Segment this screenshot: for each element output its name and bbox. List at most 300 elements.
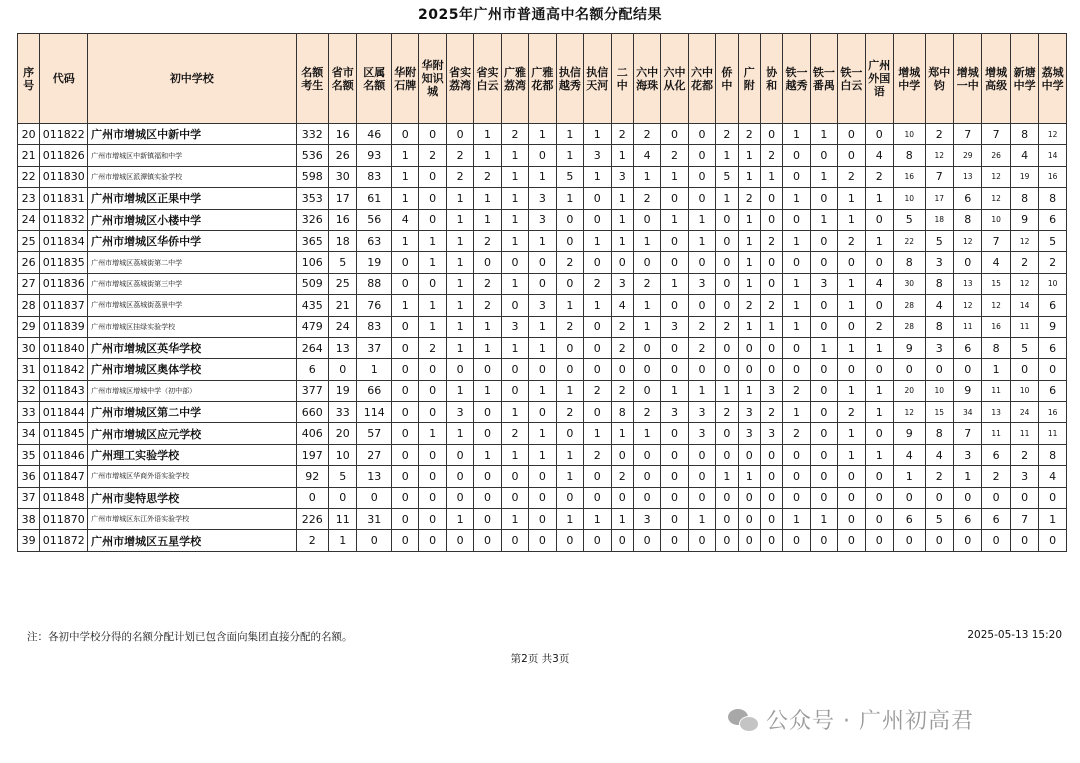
value-cell: 0 bbox=[716, 230, 738, 251]
value-cell: 0 bbox=[716, 295, 738, 316]
value-cell: 1 bbox=[501, 509, 528, 530]
value-cell: 1 bbox=[584, 124, 611, 145]
column-header: 铁一越秀 bbox=[783, 34, 810, 124]
value-cell: 1 bbox=[661, 166, 688, 187]
value-cell: 12 bbox=[925, 145, 953, 166]
value-cell: 0 bbox=[760, 252, 782, 273]
value-cell: 2 bbox=[474, 273, 501, 294]
value-cell: 0 bbox=[556, 530, 583, 551]
value-cell: 12 bbox=[953, 295, 981, 316]
value-cell: 0 bbox=[1039, 530, 1067, 551]
value-cell: 0 bbox=[688, 188, 715, 209]
row-number-cell: 34 bbox=[18, 423, 40, 444]
value-cell: 0 bbox=[633, 530, 660, 551]
column-header: 铁一番禺 bbox=[810, 34, 837, 124]
value-cell: 0 bbox=[661, 487, 688, 508]
value-cell: 1 bbox=[584, 230, 611, 251]
value-cell: 8 bbox=[1010, 124, 1038, 145]
school-name-cell: 广州市增城区挂绿实验学校 bbox=[88, 316, 296, 337]
value-cell: 0 bbox=[783, 166, 810, 187]
value-cell: 11 bbox=[1039, 423, 1067, 444]
value-cell: 4 bbox=[1039, 466, 1067, 487]
table-row bbox=[18, 530, 1067, 551]
value-cell: 2 bbox=[738, 124, 760, 145]
value-cell: 0 bbox=[953, 487, 981, 508]
value-cell: 377 bbox=[296, 380, 329, 401]
value-cell: 2 bbox=[474, 230, 501, 251]
value-cell: 5 bbox=[329, 252, 357, 273]
value-cell: 7 bbox=[1010, 509, 1038, 530]
value-cell: 13 bbox=[982, 402, 1010, 423]
value-cell: 3 bbox=[738, 423, 760, 444]
school-code-cell: 011839 bbox=[40, 316, 88, 337]
value-cell: 2 bbox=[419, 337, 446, 358]
value-cell: 1 bbox=[661, 273, 688, 294]
value-cell: 0 bbox=[633, 466, 660, 487]
value-cell: 10 bbox=[329, 444, 357, 465]
value-cell: 7 bbox=[925, 166, 953, 187]
value-cell: 2 bbox=[1039, 252, 1067, 273]
value-cell: 0 bbox=[661, 509, 688, 530]
value-cell: 0 bbox=[783, 337, 810, 358]
value-cell: 2 bbox=[760, 295, 782, 316]
value-cell: 4 bbox=[865, 145, 893, 166]
value-cell: 0 bbox=[865, 209, 893, 230]
value-cell: 1 bbox=[738, 273, 760, 294]
timestamp: 2025-05-13 15:20 bbox=[967, 629, 1062, 641]
school-name-cell: 广州市增城区荔城街荔景中学 bbox=[88, 295, 296, 316]
school-code-cell: 011831 bbox=[40, 188, 88, 209]
value-cell: 1 bbox=[688, 509, 715, 530]
value-cell: 5 bbox=[894, 209, 926, 230]
value-cell: 12 bbox=[1010, 273, 1038, 294]
value-cell: 0 bbox=[838, 359, 865, 380]
value-cell: 660 bbox=[296, 402, 329, 423]
value-cell: 435 bbox=[296, 295, 329, 316]
value-cell: 0 bbox=[392, 444, 419, 465]
value-cell: 0 bbox=[688, 359, 715, 380]
school-name-cell: 广州市增城区增城中学（初中部） bbox=[88, 380, 296, 401]
value-cell: 1 bbox=[838, 209, 865, 230]
value-cell: 28 bbox=[894, 316, 926, 337]
value-cell: 0 bbox=[419, 209, 446, 230]
value-cell: 2 bbox=[738, 188, 760, 209]
value-cell: 15 bbox=[925, 402, 953, 423]
table-row bbox=[18, 230, 1067, 251]
value-cell: 7 bbox=[953, 423, 981, 444]
value-cell: 3 bbox=[688, 423, 715, 444]
value-cell: 2 bbox=[474, 166, 501, 187]
value-cell: 3 bbox=[529, 188, 556, 209]
value-cell: 1 bbox=[501, 230, 528, 251]
value-cell: 0 bbox=[865, 124, 893, 145]
value-cell: 0 bbox=[688, 530, 715, 551]
school-code-cell: 011840 bbox=[40, 337, 88, 358]
value-cell: 6 bbox=[953, 188, 981, 209]
header-row bbox=[18, 34, 1067, 124]
row-number-cell: 29 bbox=[18, 316, 40, 337]
row-number-cell: 37 bbox=[18, 487, 40, 508]
value-cell: 0 bbox=[419, 188, 446, 209]
value-cell: 2 bbox=[446, 166, 473, 187]
value-cell: 1 bbox=[392, 188, 419, 209]
value-cell: 12 bbox=[982, 295, 1010, 316]
value-cell: 0 bbox=[838, 466, 865, 487]
value-cell: 1 bbox=[392, 145, 419, 166]
value-cell: 20 bbox=[894, 380, 926, 401]
column-header: 二中 bbox=[611, 34, 633, 124]
value-cell: 0 bbox=[556, 359, 583, 380]
value-cell: 0 bbox=[810, 316, 837, 337]
value-cell: 0 bbox=[688, 252, 715, 273]
value-cell: 0 bbox=[982, 530, 1010, 551]
value-cell: 0 bbox=[1039, 359, 1067, 380]
value-cell: 0 bbox=[953, 530, 981, 551]
column-header: 广附 bbox=[738, 34, 760, 124]
value-cell: 2 bbox=[1010, 252, 1038, 273]
value-cell: 3 bbox=[633, 509, 660, 530]
value-cell: 0 bbox=[760, 124, 782, 145]
value-cell: 1 bbox=[738, 380, 760, 401]
value-cell: 0 bbox=[556, 487, 583, 508]
value-cell: 1 bbox=[501, 209, 528, 230]
value-cell: 0 bbox=[419, 509, 446, 530]
watermark bbox=[728, 704, 974, 735]
value-cell: 2 bbox=[584, 380, 611, 401]
value-cell: 0 bbox=[474, 359, 501, 380]
column-header: 执信天河 bbox=[584, 34, 611, 124]
school-name-cell: 广州市增城区东江外语实验学校 bbox=[88, 509, 296, 530]
value-cell: 0 bbox=[661, 444, 688, 465]
value-cell: 27 bbox=[357, 444, 392, 465]
value-cell: 1 bbox=[474, 380, 501, 401]
value-cell: 1 bbox=[392, 166, 419, 187]
value-cell: 1 bbox=[474, 145, 501, 166]
value-cell: 0 bbox=[392, 337, 419, 358]
row-number-cell: 35 bbox=[18, 444, 40, 465]
value-cell: 2 bbox=[865, 316, 893, 337]
value-cell: 0 bbox=[584, 316, 611, 337]
value-cell: 0 bbox=[738, 359, 760, 380]
value-cell: 12 bbox=[982, 188, 1010, 209]
value-cell: 1 bbox=[501, 188, 528, 209]
value-cell: 0 bbox=[716, 487, 738, 508]
value-cell: 5 bbox=[925, 230, 953, 251]
value-cell: 0 bbox=[529, 145, 556, 166]
value-cell: 8 bbox=[1010, 188, 1038, 209]
value-cell: 0 bbox=[419, 530, 446, 551]
row-number-cell: 28 bbox=[18, 295, 40, 316]
value-cell: 0 bbox=[556, 273, 583, 294]
value-cell: 0 bbox=[810, 380, 837, 401]
value-cell: 0 bbox=[760, 530, 782, 551]
school-name-cell: 广州市增城区应元学校 bbox=[88, 423, 296, 444]
value-cell: 1 bbox=[760, 316, 782, 337]
value-cell: 0 bbox=[738, 509, 760, 530]
value-cell: 12 bbox=[982, 166, 1010, 187]
value-cell: 1 bbox=[446, 423, 473, 444]
table-body bbox=[18, 124, 1067, 552]
value-cell: 0 bbox=[419, 466, 446, 487]
value-cell: 1 bbox=[688, 380, 715, 401]
value-cell: 0 bbox=[783, 145, 810, 166]
value-cell: 0 bbox=[501, 466, 528, 487]
value-cell: 1 bbox=[556, 295, 583, 316]
value-cell: 1 bbox=[556, 188, 583, 209]
value-cell: 1 bbox=[556, 145, 583, 166]
value-cell: 16 bbox=[1039, 166, 1067, 187]
table-row bbox=[18, 145, 1067, 166]
row-number-cell: 26 bbox=[18, 252, 40, 273]
value-cell: 0 bbox=[611, 359, 633, 380]
value-cell: 15 bbox=[982, 273, 1010, 294]
value-cell: 0 bbox=[474, 402, 501, 423]
value-cell: 63 bbox=[357, 230, 392, 251]
value-cell: 0 bbox=[661, 337, 688, 358]
value-cell: 0 bbox=[716, 252, 738, 273]
value-cell: 0 bbox=[810, 487, 837, 508]
value-cell: 0 bbox=[633, 359, 660, 380]
value-cell: 2 bbox=[611, 466, 633, 487]
column-header: 省市名额 bbox=[329, 34, 357, 124]
value-cell: 3 bbox=[529, 295, 556, 316]
column-header: 区属名额 bbox=[357, 34, 392, 124]
column-header: 华附知识城 bbox=[419, 34, 446, 124]
column-header: 代码 bbox=[40, 34, 88, 124]
value-cell: 1 bbox=[894, 466, 926, 487]
row-number-cell: 23 bbox=[18, 188, 40, 209]
column-header: 增城中学 bbox=[894, 34, 926, 124]
value-cell: 406 bbox=[296, 423, 329, 444]
value-cell: 0 bbox=[865, 423, 893, 444]
value-cell: 0 bbox=[633, 252, 660, 273]
value-cell: 1 bbox=[783, 509, 810, 530]
value-cell: 1 bbox=[584, 166, 611, 187]
school-code-cell: 011847 bbox=[40, 466, 88, 487]
value-cell: 0 bbox=[584, 530, 611, 551]
value-cell: 0 bbox=[392, 487, 419, 508]
value-cell: 9 bbox=[1010, 209, 1038, 230]
value-cell: 0 bbox=[838, 530, 865, 551]
school-code-cell: 011872 bbox=[40, 530, 88, 551]
value-cell: 9 bbox=[894, 423, 926, 444]
value-cell: 0 bbox=[810, 402, 837, 423]
value-cell: 0 bbox=[529, 359, 556, 380]
value-cell: 0 bbox=[474, 487, 501, 508]
column-header: 华附石牌 bbox=[392, 34, 419, 124]
value-cell: 11 bbox=[982, 380, 1010, 401]
column-header: 序号 bbox=[18, 34, 40, 124]
value-cell: 20 bbox=[329, 423, 357, 444]
value-cell: 0 bbox=[529, 273, 556, 294]
school-name-cell: 广州市增城区荔城街第三中学 bbox=[88, 273, 296, 294]
value-cell: 1 bbox=[953, 466, 981, 487]
column-header: 广州外国语 bbox=[865, 34, 893, 124]
value-cell: 2 bbox=[783, 380, 810, 401]
value-cell: 1 bbox=[688, 209, 715, 230]
value-cell: 1 bbox=[611, 423, 633, 444]
value-cell: 0 bbox=[392, 273, 419, 294]
value-cell: 16 bbox=[982, 316, 1010, 337]
column-header: 六中海珠 bbox=[633, 34, 660, 124]
value-cell: 1 bbox=[529, 380, 556, 401]
value-cell: 0 bbox=[810, 252, 837, 273]
value-cell: 14 bbox=[1010, 295, 1038, 316]
value-cell: 3 bbox=[688, 402, 715, 423]
value-cell: 1 bbox=[810, 337, 837, 358]
value-cell: 0 bbox=[1010, 359, 1038, 380]
column-header: 六中花都 bbox=[688, 34, 715, 124]
value-cell: 0 bbox=[925, 359, 953, 380]
value-cell: 19 bbox=[329, 380, 357, 401]
school-code-cell: 011826 bbox=[40, 145, 88, 166]
value-cell: 0 bbox=[865, 359, 893, 380]
value-cell: 0 bbox=[953, 359, 981, 380]
value-cell: 0 bbox=[838, 509, 865, 530]
value-cell: 0 bbox=[661, 423, 688, 444]
value-cell: 226 bbox=[296, 509, 329, 530]
school-code-cell: 011822 bbox=[40, 124, 88, 145]
value-cell: 0 bbox=[760, 359, 782, 380]
column-header: 执信越秀 bbox=[556, 34, 583, 124]
value-cell: 0 bbox=[419, 273, 446, 294]
value-cell: 1 bbox=[783, 124, 810, 145]
value-cell: 2 bbox=[584, 273, 611, 294]
value-cell: 28 bbox=[894, 295, 926, 316]
value-cell: 0 bbox=[688, 145, 715, 166]
table-row bbox=[18, 509, 1067, 530]
value-cell: 0 bbox=[894, 487, 926, 508]
value-cell: 1 bbox=[446, 509, 473, 530]
value-cell: 5 bbox=[329, 466, 357, 487]
value-cell: 0 bbox=[392, 380, 419, 401]
value-cell: 1 bbox=[529, 124, 556, 145]
value-cell: 11 bbox=[1010, 316, 1038, 337]
value-cell: 0 bbox=[810, 188, 837, 209]
table-row bbox=[18, 273, 1067, 294]
column-header: 省实荔湾 bbox=[446, 34, 473, 124]
row-number-cell: 30 bbox=[18, 337, 40, 358]
value-cell: 536 bbox=[296, 145, 329, 166]
value-cell: 0 bbox=[783, 359, 810, 380]
value-cell: 0 bbox=[838, 487, 865, 508]
value-cell: 1 bbox=[446, 337, 473, 358]
value-cell: 31 bbox=[357, 509, 392, 530]
value-cell: 0 bbox=[760, 444, 782, 465]
value-cell: 3 bbox=[501, 316, 528, 337]
table-row bbox=[18, 337, 1067, 358]
value-cell: 1 bbox=[419, 230, 446, 251]
value-cell: 1 bbox=[810, 166, 837, 187]
value-cell: 3 bbox=[925, 252, 953, 273]
value-cell: 0 bbox=[661, 466, 688, 487]
row-number-cell: 39 bbox=[18, 530, 40, 551]
value-cell: 0 bbox=[501, 359, 528, 380]
row-number-cell: 25 bbox=[18, 230, 40, 251]
value-cell: 6 bbox=[982, 444, 1010, 465]
row-number-cell: 20 bbox=[18, 124, 40, 145]
value-cell: 0 bbox=[760, 188, 782, 209]
value-cell: 0 bbox=[419, 444, 446, 465]
watermark-text: 公众号 · 广州初高君 bbox=[766, 709, 974, 734]
value-cell: 1 bbox=[584, 509, 611, 530]
table-row bbox=[18, 380, 1067, 401]
value-cell: 1 bbox=[611, 230, 633, 251]
value-cell: 0 bbox=[474, 252, 501, 273]
value-cell: 0 bbox=[529, 509, 556, 530]
value-cell: 0 bbox=[810, 295, 837, 316]
school-name-cell: 广州市增城区奥体学校 bbox=[88, 359, 296, 380]
value-cell: 3 bbox=[611, 166, 633, 187]
value-cell: 1 bbox=[688, 230, 715, 251]
value-cell: 0 bbox=[446, 487, 473, 508]
table-row bbox=[18, 316, 1067, 337]
table-row bbox=[18, 466, 1067, 487]
value-cell: 21 bbox=[329, 295, 357, 316]
value-cell: 3 bbox=[584, 145, 611, 166]
value-cell: 25 bbox=[329, 273, 357, 294]
value-cell: 106 bbox=[296, 252, 329, 273]
value-cell: 1 bbox=[838, 380, 865, 401]
value-cell: 19 bbox=[1010, 166, 1038, 187]
value-cell: 1 bbox=[783, 230, 810, 251]
value-cell: 6 bbox=[1039, 209, 1067, 230]
value-cell: 2 bbox=[584, 444, 611, 465]
table-row bbox=[18, 209, 1067, 230]
value-cell: 6 bbox=[953, 509, 981, 530]
value-cell: 2 bbox=[501, 423, 528, 444]
value-cell: 13 bbox=[953, 273, 981, 294]
value-cell: 57 bbox=[357, 423, 392, 444]
value-cell: 0 bbox=[760, 509, 782, 530]
column-header: 增城高级 bbox=[982, 34, 1010, 124]
value-cell: 1 bbox=[419, 423, 446, 444]
value-cell: 9 bbox=[953, 380, 981, 401]
value-cell: 13 bbox=[357, 466, 392, 487]
value-cell: 0 bbox=[357, 487, 392, 508]
value-cell: 0 bbox=[501, 487, 528, 508]
value-cell: 2 bbox=[716, 402, 738, 423]
value-cell: 83 bbox=[357, 316, 392, 337]
value-cell: 0 bbox=[661, 295, 688, 316]
value-cell: 0 bbox=[419, 166, 446, 187]
value-cell: 26 bbox=[329, 145, 357, 166]
value-cell: 0 bbox=[716, 444, 738, 465]
value-cell: 0 bbox=[419, 380, 446, 401]
table-row bbox=[18, 487, 1067, 508]
value-cell: 1 bbox=[501, 145, 528, 166]
school-code-cell: 011843 bbox=[40, 380, 88, 401]
column-header: 初中学校 bbox=[88, 34, 296, 124]
school-code-cell: 011848 bbox=[40, 487, 88, 508]
value-cell: 2 bbox=[738, 295, 760, 316]
value-cell: 5 bbox=[716, 166, 738, 187]
value-cell: 9 bbox=[894, 337, 926, 358]
value-cell: 1 bbox=[392, 230, 419, 251]
column-header: 新塘中学 bbox=[1010, 34, 1038, 124]
value-cell: 7 bbox=[982, 230, 1010, 251]
value-cell: 1 bbox=[865, 230, 893, 251]
value-cell: 332 bbox=[296, 124, 329, 145]
value-cell: 0 bbox=[661, 359, 688, 380]
column-header: 广雅荔湾 bbox=[501, 34, 528, 124]
value-cell: 2 bbox=[556, 252, 583, 273]
value-cell: 13 bbox=[953, 166, 981, 187]
value-cell: 1 bbox=[838, 188, 865, 209]
row-number-cell: 32 bbox=[18, 380, 40, 401]
value-cell: 1 bbox=[529, 337, 556, 358]
value-cell: 1 bbox=[556, 466, 583, 487]
